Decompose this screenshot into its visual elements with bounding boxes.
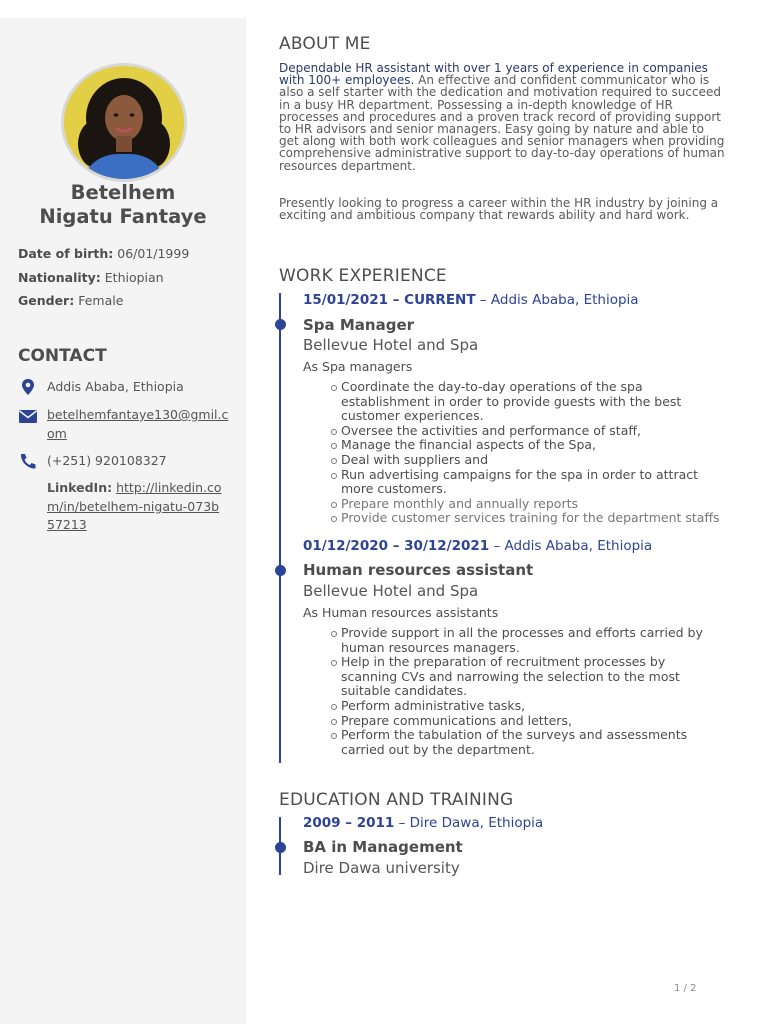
- job-2-company: Bellevue Hotel and Spa: [303, 582, 479, 600]
- job-1-location: – Addis Ababa, Ethiopia: [475, 292, 639, 308]
- work-timeline: [279, 293, 281, 763]
- list-item: Prepare communications and letters,: [330, 714, 725, 729]
- list-item: Oversee the activities and performance of staff,: [330, 424, 725, 439]
- profile-photo-illustration: [64, 66, 184, 179]
- linkedin-link[interactable]: http://linkedin.com/in/betelhem-nigatu-073b57213: [47, 480, 222, 532]
- about-body: An effective and confident communicator who is also a self starter with the dedication and motivation required to succeed in a busy HR department. Possessing a in-depth knowledge of HR processes and procedures and a proven track record of providing support to HR advisors and senior managers. Easy going by nature and able to get along with both work colleagues and senior managers when providing comprehensive administrative support to day-to-day operations of human resources department.: [279, 73, 725, 173]
- job-2-date-range: 01/12/2020 – 30/12/2021: [303, 538, 490, 554]
- contact-email-link[interactable]: betelhemfantaye130@gmil.com: [47, 407, 229, 441]
- list-item: Coordinate the day-to-day operations of the spa establishment in order to provide guests with the best customer experiences.: [330, 380, 725, 424]
- profile-name: [0, 181, 246, 229]
- linkedin-label: LinkedIn:: [47, 480, 113, 495]
- nationality-value: Ethiopian: [104, 270, 164, 285]
- education-dates: [303, 815, 543, 831]
- education-date-range: 2009 – 2011: [303, 815, 395, 831]
- job-1-title: Spa Manager: [303, 316, 415, 334]
- job-2-title: Human resources assistant: [303, 561, 534, 579]
- job-1-dates: [303, 292, 639, 308]
- nationality-label: Nationality:: [18, 270, 101, 285]
- job-1-timeline-dot: [275, 319, 286, 330]
- nationality-row: [18, 270, 164, 285]
- education-degree: BA in Management: [303, 838, 463, 856]
- profile-last-name: Nigatu Fantaye: [39, 205, 207, 228]
- list-item: Provide support in all the processes and efforts carried by human resources managers.: [330, 626, 725, 655]
- job-2-bullets: [330, 626, 725, 757]
- dob-value: 06/01/1999: [117, 246, 190, 261]
- top-strip: [0, 0, 240, 18]
- dob-label: Date of birth:: [18, 246, 114, 261]
- gender-value: Female: [78, 293, 124, 308]
- job-1-bullets: [330, 380, 725, 526]
- job-1-company: Bellevue Hotel and Spa: [303, 336, 479, 354]
- job-2-location: – Addis Ababa, Ethiopia: [489, 538, 653, 554]
- dob-row: [18, 246, 189, 261]
- contact-phone: (+251) 920108327: [47, 453, 167, 468]
- list-item: Perform the tabulation of the surveys and assessments carried out by the department.: [330, 728, 725, 757]
- job-2-dates: [303, 538, 652, 554]
- profile-photo: [61, 63, 187, 182]
- list-item: Perform administrative tasks,: [330, 699, 725, 714]
- job-2-timeline-dot: [275, 565, 286, 576]
- gender-label: Gender:: [18, 293, 75, 308]
- list-item: Manage the financial aspects of the Spa,: [330, 438, 725, 453]
- list-item: Help in the preparation of recruitment processes by scanning CVs and narrowing the selection to the most suitable candidates.: [330, 655, 725, 699]
- education-location: – Dire Dawa, Ethiopia: [394, 815, 544, 831]
- education-timeline-dot: [275, 842, 286, 853]
- location-icon: [18, 378, 38, 396]
- about-highlight: Dependable HR assistant with over 1 years of experience in companies with 100+ employees.: [279, 61, 708, 88]
- list-item: Deal with suppliers and: [330, 453, 725, 468]
- gender-row: [18, 293, 123, 308]
- work-heading: WORK EXPERIENCE: [279, 266, 447, 286]
- list-item: Prepare monthly and annually reports: [330, 497, 725, 512]
- contact-heading: CONTACT: [18, 346, 107, 366]
- job-2-role: As Human resources assistants: [303, 605, 499, 620]
- education-school: Dire Dawa university: [303, 859, 460, 877]
- email-icon: [18, 407, 38, 425]
- contact-address: Addis Ababa, Ethiopia: [47, 379, 184, 394]
- phone-icon: [18, 452, 38, 470]
- list-item: Run advertising campaigns for the spa in order to attract more customers.: [330, 468, 725, 497]
- education-heading: EDUCATION AND TRAINING: [279, 790, 514, 810]
- about-heading: ABOUT ME: [279, 34, 371, 54]
- job-1-date-range: 15/01/2021 – CURRENT: [303, 292, 476, 308]
- about-paragraph: [279, 62, 727, 172]
- job-1-role: As Spa managers: [303, 359, 413, 374]
- about-second-paragraph: Presently looking to progress a career within the HR industry by joining a exciting and ambitious company that rewards ability and hard work.: [279, 196, 719, 223]
- contact-linkedin: [47, 479, 227, 535]
- page-number: 1 / 2: [674, 983, 697, 994]
- list-item: Provide customer services training for the department staffs: [330, 511, 725, 526]
- profile-first-name: Betelhem: [70, 181, 176, 204]
